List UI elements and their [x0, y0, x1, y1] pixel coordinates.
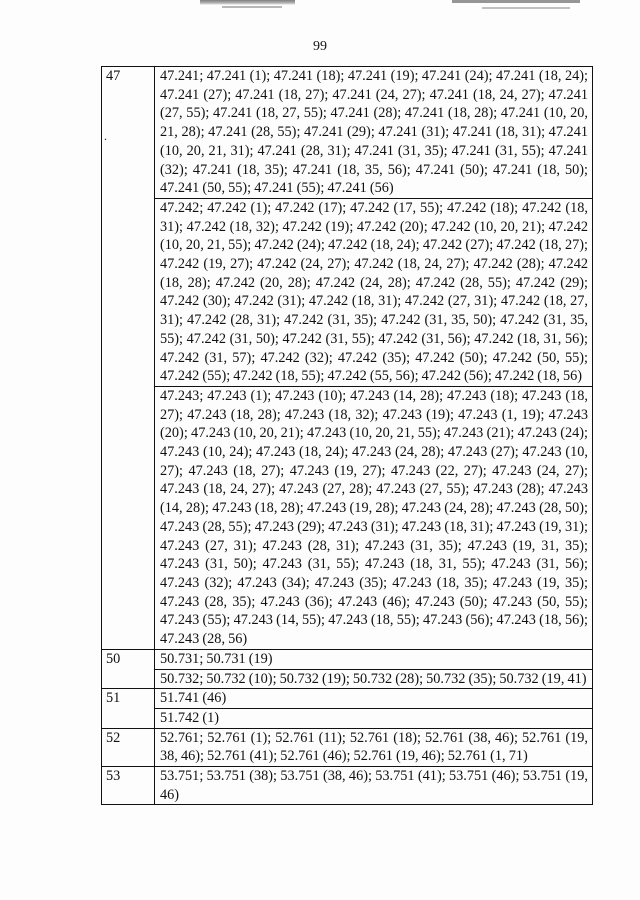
stray-mark: .	[104, 129, 107, 143]
table-row	[102, 728, 593, 766]
code-list: 51.742 (1)	[155, 708, 593, 728]
code-list: 50.731; 50.731 (19)	[155, 649, 593, 669]
row-number: 52	[102, 728, 155, 766]
table-row	[102, 649, 593, 669]
code-list: 47.242; 47.242 (1); 47.242 (17); 47.242 (17, 55); 47.242 (18); 47.242 (18, 31); 47.242 (18, 32); 47.242 (19); 47.242 (20); 47.242 (10, 20, 21); 47.242 (10, 20, 21, 55); 47.242 (24); 47.242 (18, 24); 47.242 (27); 47.242 (18, 27); 47.242 (19, 27); 47.242 (24, 27); 47.242 (18, 24, 27); 47.242 (28); 47.242 (18, 28); 47.242 (20, 28); 47.242 (24, 28); 47.242 (28, 55); 47.242 (29); 47.242 (30); 47.242 (31); 47.242 (18, 31); 47.242 (27, 31); 47.242 (18, 27, 31); 47.242 (28, 31); 47.242 (31, 35); 47.242 (31, 35, 50); 47.242 (31, 35, 55); 47.242 (31, 50); 47.242 (31, 55); 47.242 (31, 56); 47.242 (18, 31, 56); 47.242 (31, 57); 47.242 (32); 47.242 (35); 47.242 (50); 47.242 (50, 55); 47.242 (55); 47.242 (18, 55); 47.242 (55, 56); 47.242 (56); 47.242 (18, 56)	[155, 198, 593, 386]
codes-table	[101, 66, 593, 805]
scan-artifact	[452, 0, 580, 3]
code-list: 52.761; 52.761 (1); 52.761 (11); 52.761 (18); 52.761 (38, 46); 52.761 (19, 38, 46); 52.761 (41); 52.761 (46); 52.761 (19, 46); 52.761 (1, 71)	[155, 728, 593, 766]
code-list: 50.732; 50.732 (10); 50.732 (19); 50.732 (28); 50.732 (35); 50.732 (19, 41)	[155, 669, 593, 689]
table-row	[102, 708, 593, 728]
row-number: 47	[102, 67, 155, 650]
code-list: 47.241; 47.241 (1); 47.241 (18); 47.241 (19); 47.241 (24); 47.241 (18, 24); 47.241 (27); 47.241 (18, 27); 47.241 (24, 27); 47.241 (18, 24, 27); 47.241 (27, 55); 47.241 (18, 27, 55); 47.241 (28); 47.241 (18, 28); 47.241 (10, 20, 21, 28); 47.241 (28, 55); 47.241 (29); 47.241 (31); 47.241 (18, 31); 47.241 (10, 20, 21, 31); 47.241 (28, 31); 47.241 (31, 35); 47.241 (31, 55); 47.241 (32); 47.241 (18, 35); 47.241 (18, 35, 56); 47.241 (50); 47.241 (18, 50); 47.241 (50, 55); 47.241 (55); 47.241 (56)	[155, 67, 593, 199]
table-row	[102, 767, 593, 805]
code-list: 51.741 (46)	[155, 689, 593, 709]
table-row	[102, 67, 593, 199]
row-number: 53	[102, 767, 155, 805]
row-number: 51	[102, 689, 155, 728]
row-number: 50	[102, 649, 155, 688]
scan-artifact	[200, 0, 295, 5]
table-row	[102, 689, 593, 709]
table-row	[102, 386, 593, 649]
code-list: 53.751; 53.751 (38); 53.751 (38, 46); 53.751 (41); 53.751 (46); 53.751 (19, 46)	[155, 767, 593, 805]
table-row	[102, 198, 593, 386]
scan-artifact	[482, 7, 570, 9]
page-number: 99	[313, 39, 327, 54]
table-row	[102, 669, 593, 689]
scan-artifact	[222, 6, 282, 8]
code-list: 47.243; 47.243 (1); 47.243 (10); 47.243 (14, 28); 47.243 (18); 47.243 (18, 27); 47.243 (18, 28); 47.243 (18, 32); 47.243 (19); 47.243 (1, 19); 47.243 (20); 47.243 (10, 20, 21); 47.243 (10, 20, 21, 55); 47.243 (21); 47.243 (24); 47.243 (10, 24); 47.243 (18, 24); 47.243 (24, 28); 47.243 (27); 47.243 (10, 27); 47.243 (18, 27); 47.243 (19, 27); 47.243 (22, 27); 47.243 (24, 27); 47.243 (18, 24, 27); 47.243 (27, 28); 47.243 (27, 55); 47.243 (28); 47.243 (14, 28); 47.243 (18, 28); 47.243 (19, 28); 47.243 (24, 28); 47.243 (28, 50); 47.243 (28, 55); 47.243 (29); 47.243 (31); 47.243 (18, 31); 47.243 (19, 31); 47.243 (27, 31); 47.243 (28, 31); 47.243 (31, 35); 47.243 (19, 31, 35); 47.243 (31, 50); 47.243 (31, 55); 47.243 (18, 31, 55); 47.243 (31, 56); 47.243 (32); 47.243 (34); 47.243 (35); 47.243 (18, 35); 47.243 (19, 35); 47.243 (28, 35); 47.243 (36); 47.243 (46); 47.243 (50); 47.243 (50, 55); 47.243 (55); 47.243 (14, 55); 47.243 (18, 55); 47.243 (56); 47.243 (18, 56); 47.243 (28, 56)	[155, 386, 593, 649]
